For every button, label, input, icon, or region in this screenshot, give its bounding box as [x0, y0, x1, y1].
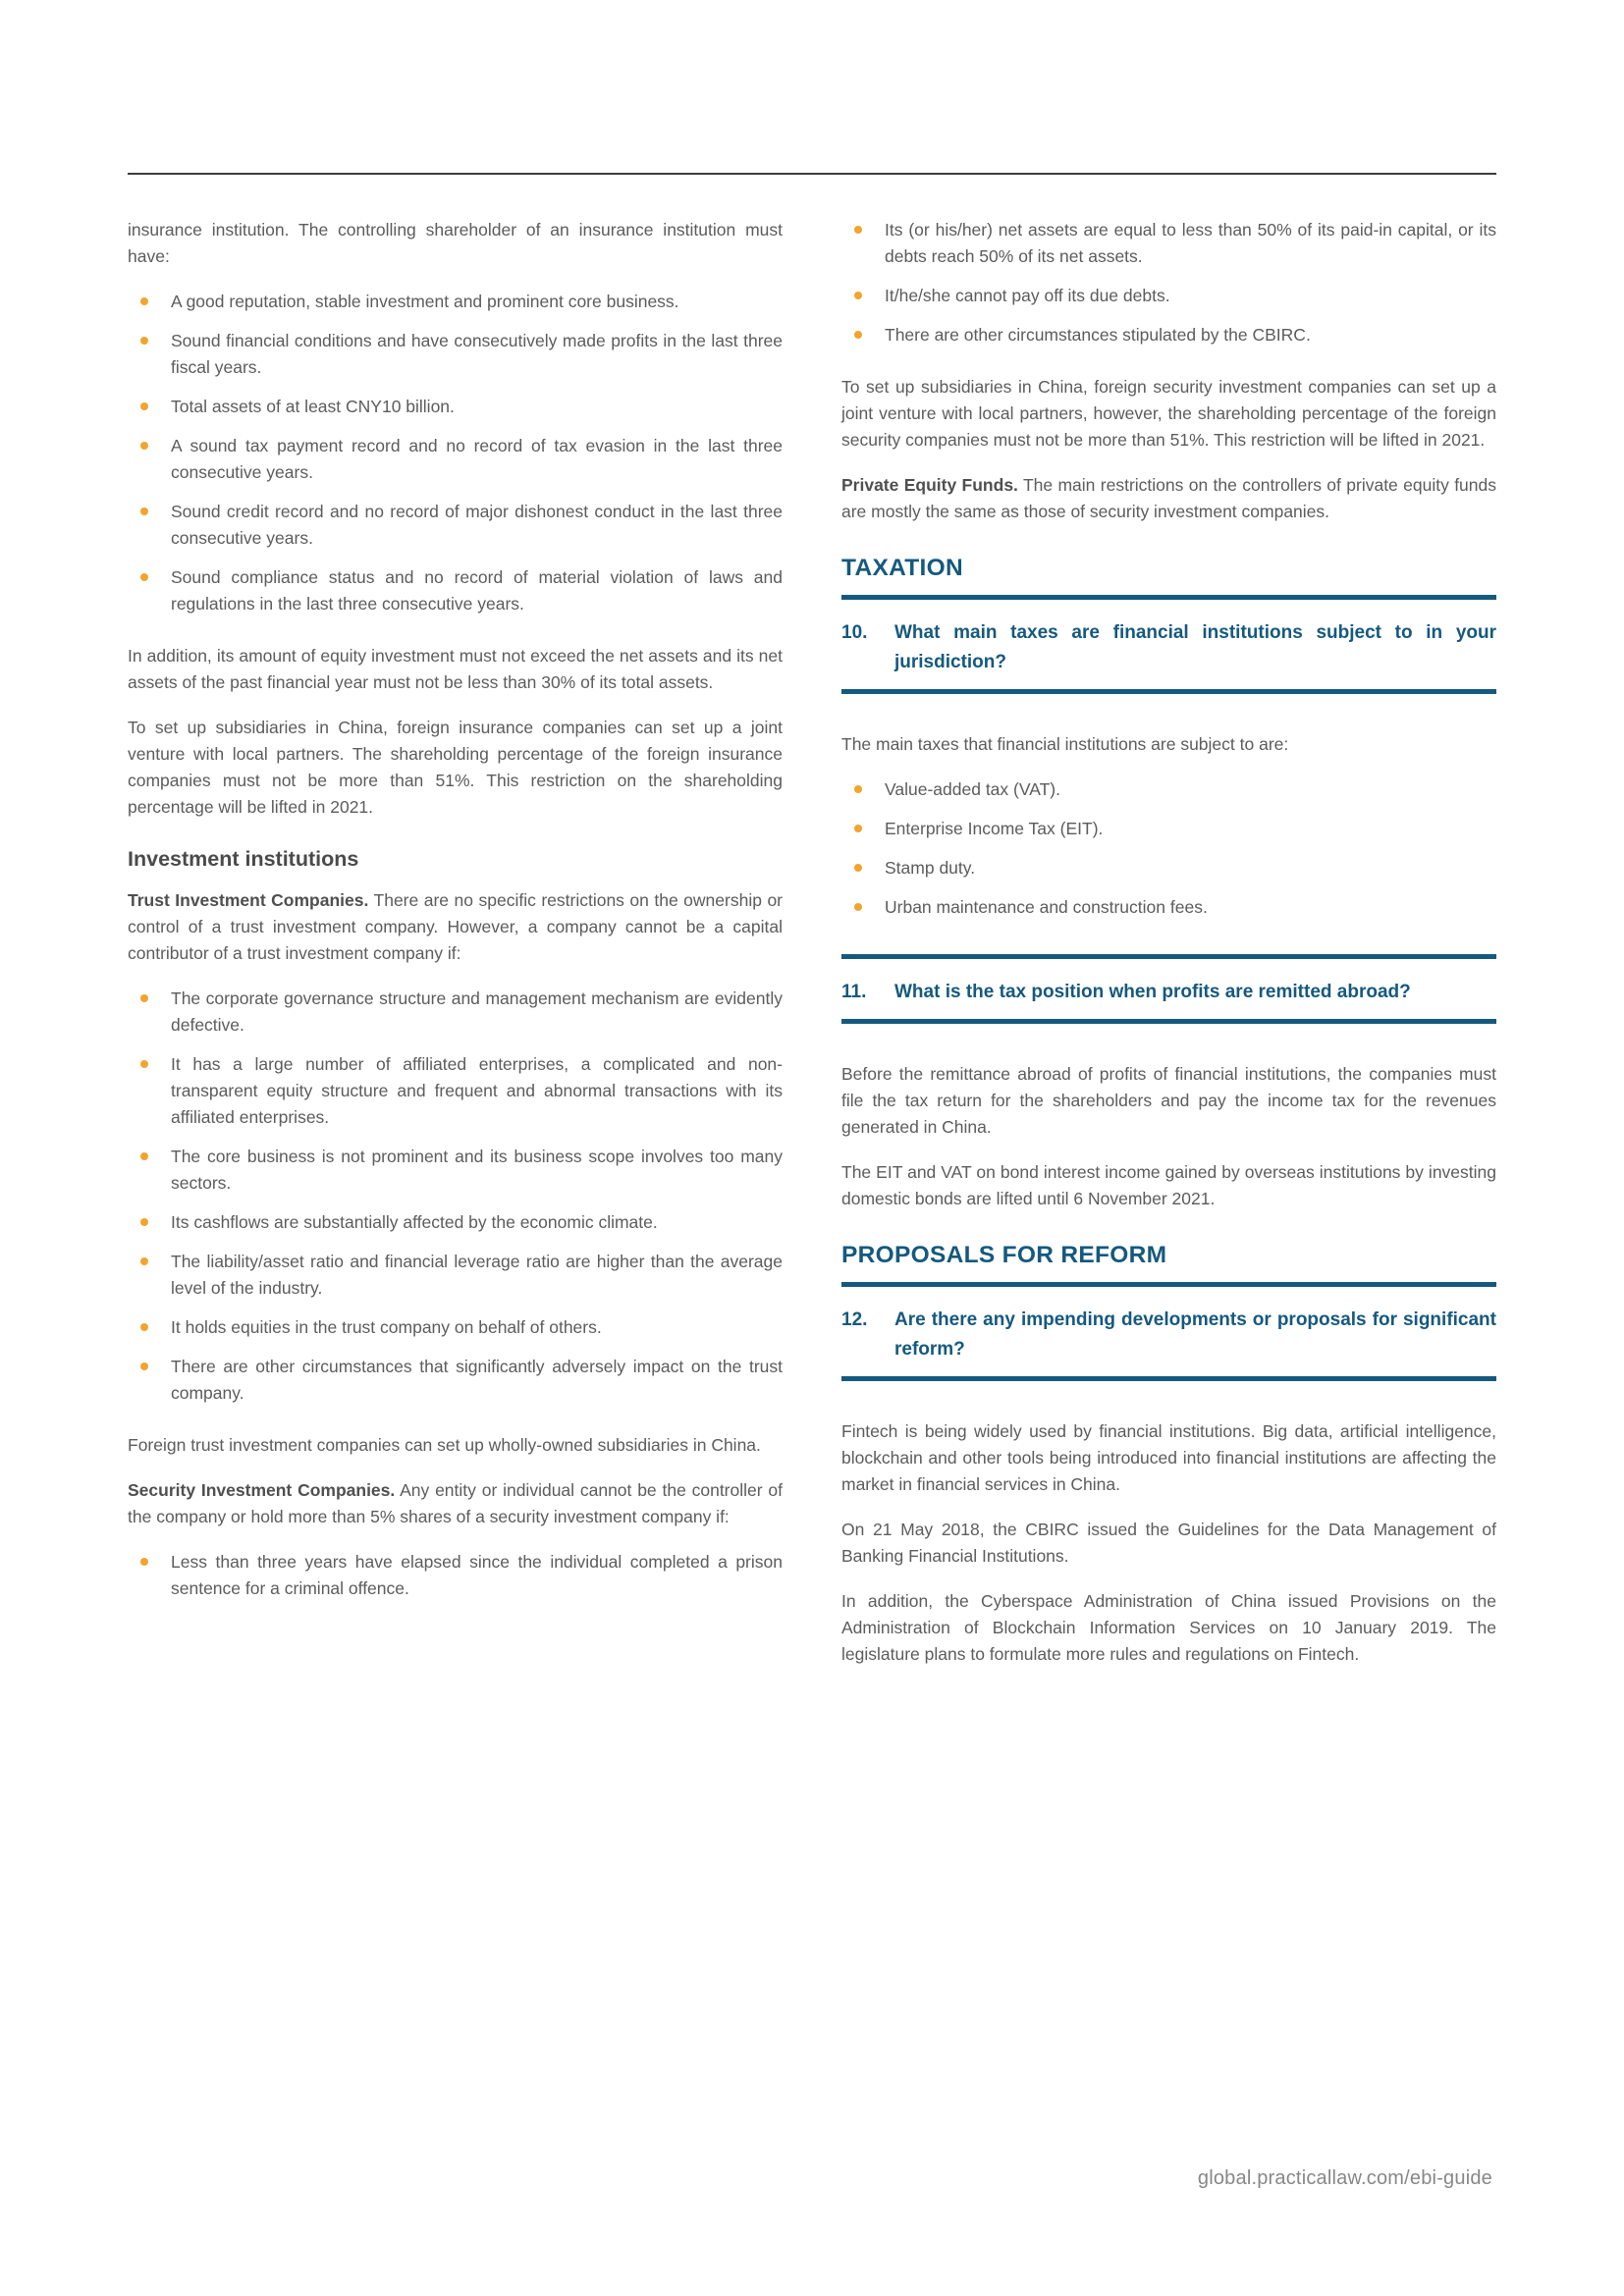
- list-item: [841, 816, 1496, 842]
- bullet-icon: [140, 442, 148, 450]
- paragraph-text: There are no specific restrictions on the ownership or control of a trust investment company. However, a company cannot be a capital contributor of a trust investment company if:: [128, 890, 784, 963]
- bullet-icon: [140, 994, 148, 1002]
- paragraph-text: Any entity or individual cannot be the controller of the company or hold more than 5% shares of a security investment company if:: [128, 1480, 783, 1526]
- content-columns: [128, 217, 1496, 1686]
- list-item-text: Sound compliance status and no record of material violation of laws and regulations in the last three consecutive years.: [171, 567, 783, 614]
- bullet-icon: [854, 785, 862, 793]
- bullet-icon: [854, 903, 862, 911]
- list-item: [128, 1314, 783, 1341]
- bullet-icon: [140, 1152, 148, 1160]
- bullet-icon: [854, 331, 862, 339]
- list-item-text: A good reputation, stable investment and prominent core business.: [171, 292, 679, 311]
- subsection-heading-investment-institutions: Investment institutions: [128, 847, 359, 871]
- section-heading-taxation: TAXATION: [841, 555, 963, 581]
- list-item-text: Sound credit record and no record of major dishonest conduct in the last three consecutive years.: [171, 502, 783, 548]
- paragraph: In addition, the Cyberspace Administration of China issued Provisions on the Administration of Blockchain Information Services on 10 January 2019. The legislature plans to formulate more rules and regulations on Fintech.: [841, 1591, 1496, 1664]
- paragraph: To set up subsidiaries in China, foreign security investment companies can set up a joint venture with local partners, however, the shareholding percentage of the foreign security companies must not be more than 51%. This restriction will be lifted in 2021.: [841, 377, 1496, 450]
- question-number: 12.: [841, 1309, 868, 1330]
- bullet-icon: [854, 825, 862, 832]
- question-box-10: [841, 595, 1496, 694]
- list-item: [128, 1144, 783, 1197]
- bullet-icon: [140, 1218, 148, 1226]
- list-item: [128, 1249, 783, 1302]
- list-item-text: Total assets of at least CNY10 billion.: [171, 397, 455, 416]
- list-item: [841, 776, 1496, 803]
- list-item-text: It/he/she cannot pay off its due debts.: [885, 286, 1170, 305]
- paragraph-lead: Private Equity Funds.: [841, 475, 1018, 495]
- question-text: What is the tax position when profits are remitted abroad?: [894, 982, 1411, 1002]
- bullet-list: [128, 986, 783, 1407]
- list-item-text: Its cashflows are substantially affected by the economic climate.: [171, 1212, 658, 1232]
- list-item: [128, 499, 783, 552]
- footer-url: global.practicallaw.com/ebi-guide: [1197, 2167, 1492, 2189]
- bullet-icon: [140, 1060, 148, 1068]
- list-item: [128, 1549, 783, 1602]
- bullet-icon: [140, 337, 148, 345]
- left-column: [128, 217, 783, 1686]
- list-item: [128, 1209, 783, 1236]
- paragraph: The EIT and VAT on bond interest income gained by overseas institutions by investing domestic bonds are lifted until 6 November 2021.: [841, 1162, 1496, 1208]
- list-item-text: The liability/asset ratio and financial leverage ratio are higher than the average level of the industry.: [171, 1252, 783, 1298]
- question-text: What main taxes are financial institutions subject to in your jurisdiction?: [894, 622, 1496, 672]
- list-item-text: It has a large number of affiliated enterprises, a complicated and non-transparent equity structure and frequent and abnormal transactions with its affiliated enterprises.: [171, 1054, 783, 1127]
- bullet-list: [841, 217, 1496, 348]
- bullet-icon: [140, 1323, 148, 1331]
- paragraph-lead: Security Investment Companies.: [128, 1480, 396, 1500]
- list-item: [128, 986, 783, 1039]
- list-item-text: Urban maintenance and construction fees.: [885, 897, 1208, 917]
- list-item-text: There are other circumstances stipulated by the CBIRC.: [885, 325, 1311, 345]
- list-item-text: Its (or his/her) net assets are equal to less than 50% of its paid-in capital, or its debts reach 50% of its net assets.: [885, 220, 1496, 266]
- paragraph: Foreign trust investment companies can set up wholly-owned subsidiaries in China.: [128, 1435, 761, 1455]
- paragraph: On 21 May 2018, the CBIRC issued the Guidelines for the Data Management of Banking Financial Institutions.: [841, 1520, 1496, 1566]
- paragraph: In addition, its amount of equity investment must not exceed the net assets and its net assets of the past financial year must not be less than 30% of its total assets.: [128, 646, 783, 692]
- list-item-text: It holds equities in the trust company on behalf of others.: [171, 1317, 602, 1337]
- list-item-text: The corporate governance structure and management mechanism are evidently defective.: [171, 988, 783, 1035]
- paragraph: To set up subsidiaries in China, foreign insurance companies can set up a joint venture with local partners. The shareholding percentage of the foreign insurance companies must not be more than 51%. This restriction on the shareholding percentage will be lifted in 2021.: [128, 718, 783, 817]
- bullet-icon: [140, 1362, 148, 1370]
- list-item: [128, 564, 783, 617]
- bullet-icon: [140, 507, 148, 515]
- list-item: [841, 217, 1496, 270]
- list-item: [128, 289, 783, 315]
- section-heading-proposals-for-reform: PROPOSALS FOR REFORM: [841, 1242, 1167, 1268]
- question-box-11: [841, 954, 1496, 1024]
- bullet-icon: [140, 402, 148, 410]
- list-item: [128, 433, 783, 486]
- paragraph: insurance institution. The controlling shareholder of an insurance institution must have:: [128, 220, 783, 266]
- list-item: [841, 855, 1496, 881]
- question-number: 11.: [841, 982, 867, 1002]
- question-text: Are there any impending developments or proposals for significant reform?: [894, 1309, 1496, 1360]
- paragraph: Before the remittance abroad of profits of financial institutions, the companies must file the tax return for the shareholders and pay the income tax for the revenues generated in China.: [841, 1064, 1496, 1137]
- list-item-text: Less than three years have elapsed since the individual completed a prison sentence for a criminal offence.: [171, 1552, 783, 1598]
- bullet-list: [128, 1549, 783, 1602]
- list-item: [128, 328, 783, 381]
- paragraph: [128, 1477, 783, 1530]
- paragraph: The main taxes that financial institutions are subject to are:: [841, 734, 1289, 754]
- bullet-icon: [140, 1257, 148, 1265]
- list-item: [128, 1354, 783, 1407]
- list-item: [841, 322, 1496, 348]
- bullet-icon: [854, 864, 862, 872]
- paragraph: Fintech is being widely used by financial institutions. Big data, artificial intelligence, blockchain and other tools being introduced into financial institutions are affecting the market in financial services in China.: [841, 1421, 1496, 1494]
- bullet-list: [841, 776, 1496, 921]
- right-column: [841, 217, 1496, 1686]
- list-item-text: Enterprise Income Tax (EIT).: [885, 819, 1104, 838]
- list-item: [128, 1051, 783, 1131]
- paragraph: [128, 887, 783, 967]
- bullet-icon: [854, 226, 862, 234]
- list-item-text: A sound tax payment record and no record of tax evasion in the last three consecutive years.: [171, 436, 783, 482]
- bullet-list: [128, 289, 783, 617]
- paragraph: [841, 472, 1496, 525]
- paragraph-lead: Trust Investment Companies.: [128, 890, 369, 910]
- top-divider: [128, 173, 1496, 175]
- bullet-icon: [854, 292, 862, 299]
- question-box-12: [841, 1282, 1496, 1381]
- list-item-text: Value-added tax (VAT).: [885, 779, 1060, 799]
- question-number: 10.: [841, 622, 868, 643]
- paragraph-text: The main restrictions on the controllers of private equity funds are mostly the same as those of security investment companies.: [841, 475, 1497, 521]
- list-item-text: The core business is not prominent and its business scope involves too many sectors.: [171, 1147, 783, 1193]
- bullet-icon: [140, 573, 148, 581]
- list-item: [128, 394, 783, 420]
- list-item: [841, 283, 1496, 309]
- list-item-text: There are other circumstances that significantly adversely impact on the trust company.: [171, 1357, 783, 1403]
- list-item-text: Stamp duty.: [885, 858, 976, 878]
- bullet-icon: [140, 1558, 148, 1566]
- list-item: [841, 894, 1496, 921]
- bullet-icon: [140, 297, 148, 305]
- list-item-text: Sound financial conditions and have consecutively made profits in the last three fiscal years.: [171, 331, 783, 377]
